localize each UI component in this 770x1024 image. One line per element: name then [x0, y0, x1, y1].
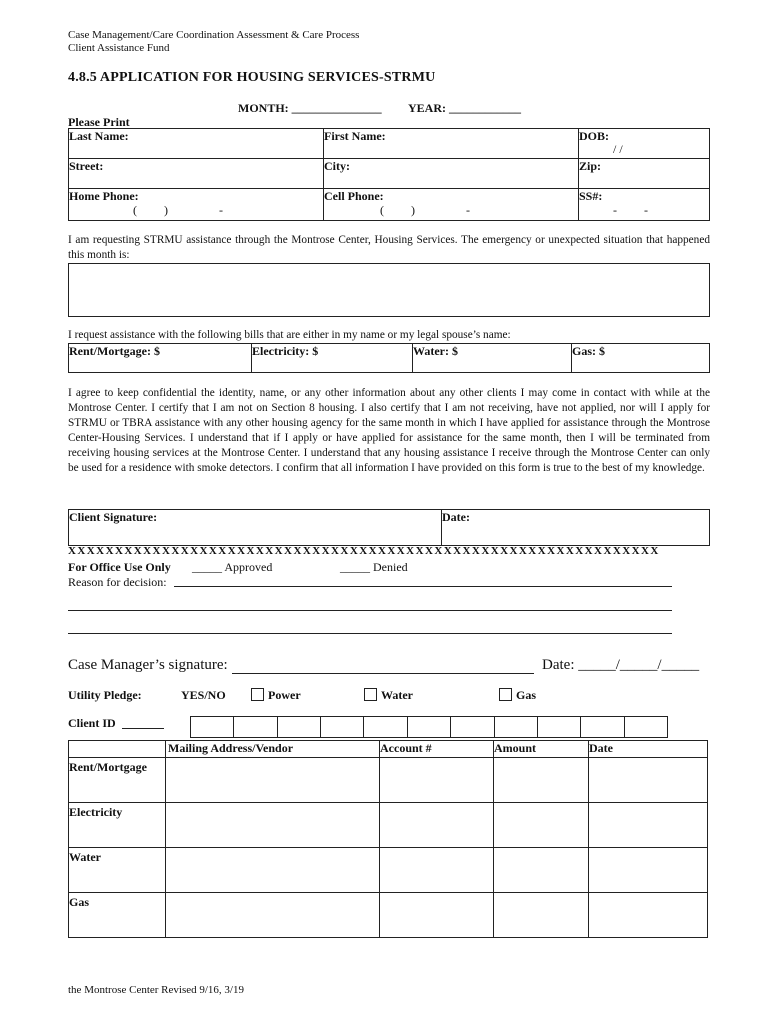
client-info-table	[68, 128, 710, 221]
denied-field[interactable]: _____ Denied	[340, 560, 408, 574]
header-account-label: Account #	[380, 741, 432, 755]
client-signature-field[interactable]	[69, 510, 442, 546]
water-label: Water: $	[413, 344, 458, 358]
office-use-label: For Office Use Only	[68, 560, 171, 574]
case-manager-signature-label: Case Manager’s signature:	[68, 657, 228, 673]
table-row	[69, 893, 708, 938]
rent-label: Rent/Mortgage: $	[69, 344, 160, 358]
client-id-underline	[122, 728, 164, 729]
dob-label: DOB:	[579, 129, 609, 143]
ss-label: SS#:	[579, 189, 603, 203]
row-label-gas: Gas	[69, 893, 166, 938]
gas-amount-field[interactable]	[572, 344, 710, 373]
row-label-electricity: Electricity	[69, 803, 166, 848]
zip-field[interactable]	[579, 159, 710, 189]
emergency-description-box[interactable]	[68, 263, 710, 317]
client-id-boxes	[190, 716, 668, 738]
water-date-cell[interactable]	[589, 848, 708, 893]
electricity-address-cell[interactable]	[166, 803, 380, 848]
year-field[interactable]: YEAR: ____________	[408, 101, 521, 115]
water-option[interactable]	[364, 688, 413, 703]
header-amount-label: Amount	[494, 741, 537, 755]
home-phone-label: Home Phone:	[69, 189, 139, 203]
dob-field[interactable]	[579, 129, 710, 159]
client-id-box[interactable]	[537, 717, 580, 738]
signature-date-label: Date:	[442, 510, 470, 524]
client-id-box[interactable]	[494, 717, 537, 738]
reason-label: Reason for decision:	[68, 575, 167, 589]
client-id-box[interactable]	[277, 717, 320, 738]
client-id-box[interactable]	[581, 717, 624, 738]
form-title: 4.8.5 APPLICATION FOR HOUSING SERVICES-STRMU	[68, 70, 436, 85]
gas-checkbox[interactable]	[499, 688, 512, 701]
vendor-table	[68, 740, 708, 938]
client-id-box[interactable]	[234, 717, 277, 738]
rent-date-cell[interactable]	[589, 758, 708, 803]
reason-line-2[interactable]	[68, 610, 672, 611]
row-label-water: Water	[69, 848, 166, 893]
reason-line-1[interactable]	[174, 586, 672, 587]
street-label: Street:	[69, 159, 104, 173]
table-row	[69, 803, 708, 848]
city-field[interactable]	[324, 159, 579, 189]
cell-phone-format: ( ) -	[380, 203, 470, 217]
rent-amount-field[interactable]	[69, 344, 252, 373]
home-phone-format: ( ) -	[133, 203, 223, 217]
last-name-label: Last Name:	[69, 129, 129, 143]
reason-line-3[interactable]	[68, 633, 672, 634]
footer: the Montrose Center Revised 9/16, 3/19	[68, 984, 244, 996]
client-id-box[interactable]	[624, 717, 667, 738]
first-name-field[interactable]	[324, 129, 579, 159]
client-id-box[interactable]	[191, 717, 234, 738]
last-name-field[interactable]	[69, 129, 324, 159]
ss-field[interactable]	[579, 189, 710, 221]
power-checkbox[interactable]	[251, 688, 264, 701]
gas-date-cell[interactable]	[589, 893, 708, 938]
electricity-date-cell[interactable]	[589, 803, 708, 848]
gas-address-cell[interactable]	[166, 893, 380, 938]
signature-date-field[interactable]	[442, 510, 710, 546]
row-label-rent: Rent/Mortgage	[69, 758, 166, 803]
client-id-box[interactable]	[407, 717, 450, 738]
vendor-header-address	[166, 741, 380, 758]
gas-label: Gas: $	[572, 344, 605, 358]
case-manager-date-field[interactable]: Date: _____/_____/_____	[542, 657, 700, 673]
power-label: Power	[268, 688, 301, 702]
client-id-label: Client ID	[68, 716, 116, 730]
cell-phone-field[interactable]	[324, 189, 579, 221]
electricity-label: Electricity: $	[252, 344, 319, 358]
please-print-label: Please Print	[68, 115, 130, 129]
vendor-header-amount	[494, 741, 589, 758]
dob-format: / /	[613, 142, 623, 156]
utility-pledge-label: Utility Pledge:	[68, 688, 142, 702]
client-id-box[interactable]	[364, 717, 407, 738]
gas-option[interactable]	[499, 688, 536, 703]
first-name-label: First Name:	[324, 129, 386, 143]
gas-account-cell[interactable]	[380, 893, 494, 938]
ss-format: - -	[613, 203, 648, 217]
header-address-label: Mailing Address/Vendor	[168, 741, 294, 755]
header-line-1: Case Management/Care Coordination Assessment & Care Process	[68, 29, 360, 41]
client-id-box[interactable]	[321, 717, 364, 738]
electricity-amount-field[interactable]	[252, 344, 413, 373]
water-checkbox[interactable]	[364, 688, 377, 701]
vendor-header-blank	[69, 741, 166, 758]
signature-table	[68, 509, 710, 546]
water-address-cell[interactable]	[166, 848, 380, 893]
bills-text: I request assistance with the following bills that are either in my name or my legal spouse’s name:	[68, 329, 511, 341]
vendor-header-account	[380, 741, 494, 758]
zip-label: Zip:	[579, 159, 602, 173]
agreement-text: I agree to keep confidential the identity, name, or any other information about any other clients I may come in contact with while at the Montrose Center. I certify that I am not on Section 8 housing. I also certify that I am not receiving, have not applied, nor will I apply for STRMU or TBRA assistance with any other housing agency for the same month in which I have applied for assistance through the Montrose Center-Housing Services. I understand that if I apply or have applied for assistance for the same month, then I will be terminated from receiving housing services at the Montrose Center. I understand that any housing assistance I receive through the Montrose Center can only be used for a residence with smoke detectors. I confirm that all information I have provided on this form is true to the best of my knowledge.	[68, 387, 710, 474]
approved-field[interactable]: _____ Approved	[192, 560, 273, 574]
client-signature-label: Client Signature:	[69, 510, 158, 524]
water-account-cell[interactable]	[380, 848, 494, 893]
electricity-account-cell[interactable]	[380, 803, 494, 848]
bills-table	[68, 343, 710, 373]
gas-option-label: Gas	[516, 688, 537, 702]
rent-amount-cell[interactable]	[494, 758, 589, 803]
table-row	[69, 848, 708, 893]
gas-amount-cell[interactable]	[494, 893, 589, 938]
city-label: City:	[324, 159, 350, 173]
water-amount-cell[interactable]	[494, 848, 589, 893]
water-amount-field[interactable]	[413, 344, 572, 373]
street-field[interactable]	[69, 159, 324, 189]
home-phone-field[interactable]	[69, 189, 324, 221]
vendor-header-date	[589, 741, 708, 758]
header-line-2: Client Assistance Fund	[68, 42, 170, 54]
electricity-amount-cell[interactable]	[494, 803, 589, 848]
client-id-box[interactable]	[451, 717, 494, 738]
header-date-label: Date	[589, 741, 613, 755]
table-row	[69, 758, 708, 803]
power-option[interactable]	[251, 688, 301, 703]
water-option-label: Water	[381, 688, 413, 702]
request-text: I am requesting STRMU assistance through the Montrose Center, Housing Services. The emergency or unexpected situation that happened this month is:	[68, 234, 710, 261]
case-manager-signature-line[interactable]	[232, 673, 534, 674]
month-field[interactable]: MONTH: _______________	[238, 101, 382, 115]
x-divider: XXXXXXXXXXXXXXXXXXXXXXXXXXXXXXXXXXXXXXXXXXXXXXXXXXXXXXXXXXXXXXX	[68, 545, 660, 557]
rent-address-cell[interactable]	[166, 758, 380, 803]
cell-phone-label: Cell Phone:	[324, 189, 384, 203]
rent-account-cell[interactable]	[380, 758, 494, 803]
yes-no-label[interactable]: YES/NO	[181, 688, 226, 702]
